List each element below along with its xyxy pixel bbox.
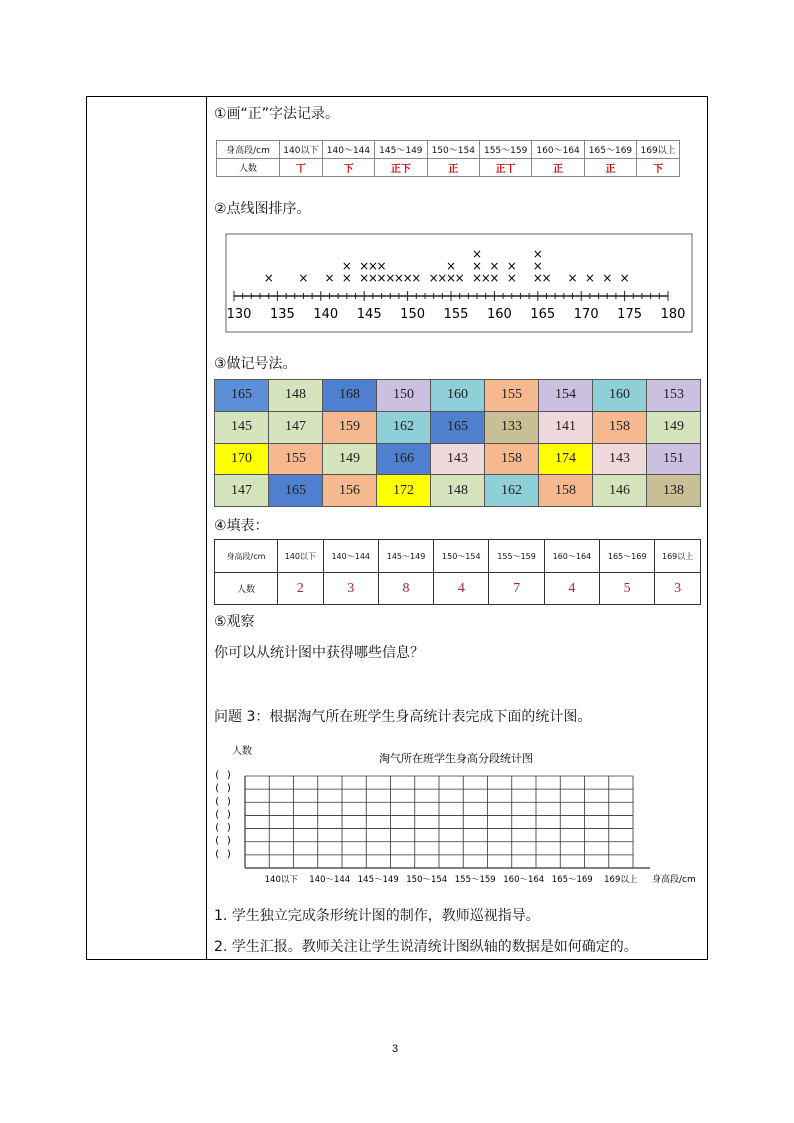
tally-mark: 正 bbox=[584, 159, 636, 177]
dot-plot-mark: × bbox=[367, 259, 378, 273]
height-cell: 133 bbox=[485, 411, 539, 443]
tally-table bbox=[216, 140, 680, 177]
axis-tick-label: 175 bbox=[617, 307, 643, 322]
dot-plot-mark: × bbox=[341, 271, 352, 285]
step5-heading: ⑤观察 bbox=[214, 614, 255, 630]
height-cell: 151 bbox=[647, 443, 701, 475]
fill-count: 8 bbox=[378, 573, 433, 605]
height-cell: 165 bbox=[269, 475, 323, 507]
dot-plot-mark: × bbox=[506, 259, 517, 273]
chart-x-label: 身高段/cm bbox=[652, 875, 696, 885]
fill-range: 155～159 bbox=[489, 540, 544, 573]
tally-mark: 正 bbox=[532, 159, 584, 177]
height-cell: 172 bbox=[377, 475, 431, 507]
height-cell: 162 bbox=[377, 411, 431, 443]
height-cell: 148 bbox=[431, 475, 485, 507]
axis-tick-label: 165 bbox=[530, 307, 556, 322]
height-cell: 174 bbox=[539, 443, 593, 475]
height-cell: 155 bbox=[485, 380, 539, 412]
fill-count-label: 人数 bbox=[215, 573, 278, 605]
step4-heading: ④填表： bbox=[214, 518, 269, 534]
height-cell: 156 bbox=[323, 475, 377, 507]
fill-count: 2 bbox=[278, 573, 324, 605]
height-cell: 149 bbox=[323, 443, 377, 475]
step3-heading: ③做记号法。 bbox=[214, 356, 297, 372]
dot-plot-mark: × bbox=[385, 271, 396, 285]
chart-title: 淘气所在班学生身高分段统计图 bbox=[379, 752, 533, 765]
fill-count: 3 bbox=[323, 573, 378, 605]
fill-range: 140～144 bbox=[323, 540, 378, 573]
dot-plot-mark: × bbox=[263, 271, 274, 285]
axis-tick-label: 180 bbox=[660, 307, 686, 322]
dot-plot-mark: × bbox=[376, 271, 387, 285]
dot-plot-mark: × bbox=[298, 271, 309, 285]
tally-mark: 正 bbox=[427, 159, 479, 177]
dot-plot-mark: × bbox=[480, 271, 491, 285]
tally-mark: 正下 bbox=[375, 159, 427, 177]
height-cell: 143 bbox=[593, 443, 647, 475]
dot-plot-mark: × bbox=[454, 271, 465, 285]
fill-count: 5 bbox=[600, 573, 655, 605]
column-divider bbox=[206, 96, 207, 960]
height-cell: 149 bbox=[647, 411, 701, 443]
dot-plot-mark: × bbox=[376, 259, 387, 273]
dot-plot-mark: × bbox=[567, 271, 578, 285]
axis-tick-label: 155 bbox=[443, 307, 469, 322]
fill-count: 7 bbox=[489, 573, 544, 605]
height-cell: 158 bbox=[539, 475, 593, 507]
height-grid bbox=[214, 379, 701, 507]
axis-tick-label: 145 bbox=[356, 307, 382, 322]
dot-plot-mark: × bbox=[489, 271, 500, 285]
dot-plot-mark: × bbox=[367, 271, 378, 285]
dot-plot-mark: × bbox=[619, 271, 630, 285]
dot-plot-mark: × bbox=[359, 259, 370, 273]
axis-tick-label: 160 bbox=[486, 307, 512, 322]
dot-plot-mark: × bbox=[506, 271, 517, 285]
y-axis-blank: ( ) bbox=[214, 835, 233, 847]
height-cell: 147 bbox=[269, 411, 323, 443]
tally-range: 155～159 bbox=[479, 141, 531, 159]
dot-plot-mark: × bbox=[324, 271, 335, 285]
grid-row bbox=[215, 411, 701, 443]
height-cell: 153 bbox=[647, 380, 701, 412]
dot-plot-mark: × bbox=[428, 271, 439, 285]
height-cell: 159 bbox=[323, 411, 377, 443]
y-axis-blank: ( ) bbox=[214, 822, 233, 834]
x-axis-category: 165～169 bbox=[551, 875, 593, 885]
chart-y-label: 人数 bbox=[232, 746, 252, 757]
dot-plot-mark: × bbox=[602, 271, 613, 285]
height-cell: 155 bbox=[269, 443, 323, 475]
height-cell: 158 bbox=[593, 411, 647, 443]
fill-count: 4 bbox=[544, 573, 599, 605]
tally-header-label: 身高段/cm bbox=[217, 141, 280, 159]
grid-row bbox=[215, 475, 701, 507]
fill-table bbox=[214, 539, 701, 605]
height-cell: 150 bbox=[377, 380, 431, 412]
tally-mark: 下 bbox=[322, 159, 374, 177]
instruction-1: 1. 学生独立完成条形统计图的制作，教师巡视指导。 bbox=[214, 908, 540, 924]
x-axis-category: 140以下 bbox=[264, 875, 298, 885]
y-axis-blank: ( ) bbox=[214, 783, 233, 795]
height-cell: 170 bbox=[215, 443, 269, 475]
tally-range: 150～154 bbox=[427, 141, 479, 159]
dot-plot-mark: × bbox=[472, 259, 483, 273]
tally-range: 160～164 bbox=[532, 141, 584, 159]
dot-plot-mark: × bbox=[532, 271, 543, 285]
height-cell: 168 bbox=[323, 380, 377, 412]
fill-range: 160～164 bbox=[544, 540, 599, 573]
dot-plot-mark: × bbox=[541, 271, 552, 285]
tally-range: 140以下 bbox=[280, 141, 323, 159]
fill-range: 165～169 bbox=[600, 540, 655, 573]
fill-range: 169以上 bbox=[655, 540, 701, 573]
height-cell: 160 bbox=[431, 380, 485, 412]
height-cell: 158 bbox=[485, 443, 539, 475]
axis-tick-label: 150 bbox=[400, 307, 426, 322]
height-cell: 141 bbox=[539, 411, 593, 443]
height-cell: 138 bbox=[647, 475, 701, 507]
height-cell: 165 bbox=[215, 380, 269, 412]
dot-plot-mark: × bbox=[532, 247, 543, 261]
instruction-2: 2. 学生汇报。教师关注让学生说清统计图纵轴的数据是如何确定的。 bbox=[214, 939, 638, 955]
tally-mark: 下 bbox=[637, 159, 680, 177]
tally-range: 140～144 bbox=[322, 141, 374, 159]
dot-plot-mark: × bbox=[584, 271, 595, 285]
page-number: 3 bbox=[392, 1043, 399, 1055]
dot-plot-mark: × bbox=[472, 271, 483, 285]
dot-plot-mark: × bbox=[532, 259, 543, 273]
dot-plot-mark: × bbox=[393, 271, 404, 285]
y-axis-blank: ( ) bbox=[214, 848, 233, 860]
observation-question: 你可以从统计图中获得哪些信息？ bbox=[214, 645, 424, 661]
fill-count: 3 bbox=[655, 573, 701, 605]
tally-count-label: 人数 bbox=[217, 159, 280, 177]
dot-plot-mark: × bbox=[359, 271, 370, 285]
y-axis-blank: ( ) bbox=[214, 796, 233, 808]
height-cell: 146 bbox=[593, 475, 647, 507]
blank-bar-chart bbox=[208, 740, 704, 890]
tally-mark: 丅 bbox=[280, 159, 323, 177]
x-axis-category: 140～144 bbox=[309, 875, 351, 885]
height-cell: 148 bbox=[269, 380, 323, 412]
fill-range: 140以下 bbox=[278, 540, 324, 573]
dot-plot-mark: × bbox=[402, 271, 413, 285]
step1-heading: ①画“正”字法记录。 bbox=[214, 106, 340, 122]
height-cell: 145 bbox=[215, 411, 269, 443]
tally-range: 145～149 bbox=[375, 141, 427, 159]
step2-heading: ②点线图排序。 bbox=[214, 201, 311, 217]
grid-row bbox=[215, 443, 701, 475]
dot-plot-mark: × bbox=[445, 271, 457, 285]
axis-tick-label: 140 bbox=[313, 307, 339, 322]
height-cell: 143 bbox=[431, 443, 485, 475]
fill-range: 145～149 bbox=[378, 540, 433, 573]
y-axis-blank: ( ) bbox=[214, 770, 233, 781]
axis-tick-label: 170 bbox=[573, 307, 599, 322]
y-axis-blank: ( ) bbox=[214, 809, 233, 821]
dot-plot bbox=[224, 232, 696, 334]
dot-plot-mark: × bbox=[437, 271, 448, 285]
dot-plot-mark: × bbox=[411, 271, 422, 285]
grid-row bbox=[215, 380, 701, 412]
dot-plot-mark: × bbox=[341, 259, 352, 273]
axis-tick-label: 135 bbox=[269, 307, 295, 322]
height-cell: 160 bbox=[593, 380, 647, 412]
dot-plot-mark: × bbox=[472, 247, 483, 261]
x-axis-category: 155～159 bbox=[454, 875, 496, 885]
tally-range: 165～169 bbox=[584, 141, 636, 159]
dot-plot-mark: × bbox=[489, 259, 500, 273]
axis-tick-label: 130 bbox=[226, 307, 252, 322]
x-axis-category: 160～164 bbox=[503, 875, 545, 885]
height-cell: 165 bbox=[431, 411, 485, 443]
fill-header-label: 身高段/cm bbox=[215, 540, 278, 573]
tally-mark: 正丅 bbox=[479, 159, 531, 177]
x-axis-category: 145～149 bbox=[357, 875, 399, 885]
dot-plot-mark: × bbox=[445, 259, 457, 273]
fill-count: 4 bbox=[434, 573, 489, 605]
height-cell: 147 bbox=[215, 475, 269, 507]
height-cell: 162 bbox=[485, 475, 539, 507]
height-cell: 166 bbox=[377, 443, 431, 475]
question-3: 问题 3：根据淘气所在班学生身高统计表完成下面的统计图。 bbox=[214, 709, 592, 725]
tally-range: 169以上 bbox=[637, 141, 680, 159]
x-axis-category: 150～154 bbox=[406, 875, 448, 885]
height-cell: 154 bbox=[539, 380, 593, 412]
x-axis-category: 169以上 bbox=[604, 875, 638, 885]
fill-range: 150～154 bbox=[434, 540, 489, 573]
